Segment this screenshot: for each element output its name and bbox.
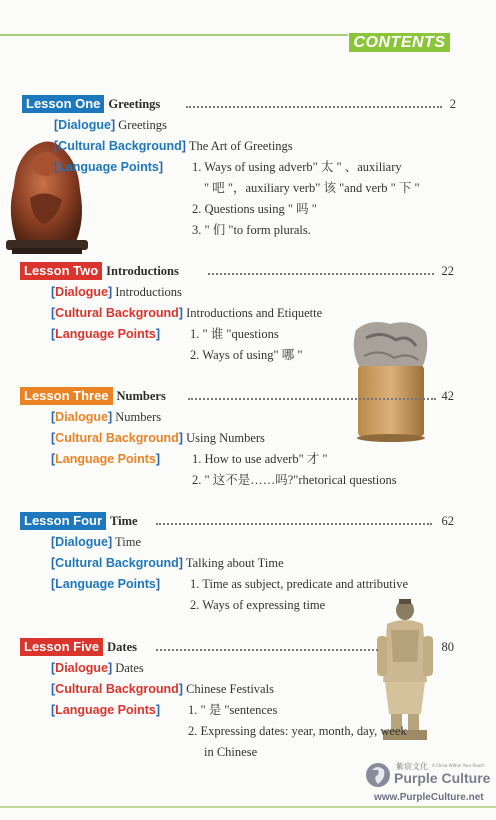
lesson-title: Introductions [106, 263, 179, 278]
dialogue-row: [Dialogue] Introductions [51, 285, 182, 299]
language-label: Language Points [55, 703, 156, 717]
dialogue-label: Dialogue [58, 118, 111, 132]
dialogue-title: Greetings [118, 118, 167, 132]
terracotta-warrior-image [373, 596, 437, 742]
header-rule [0, 34, 348, 36]
language-point: 1. " 谁 "questions [190, 327, 279, 341]
watermark-url: www.PurpleCulture.net [374, 792, 484, 803]
language-label: Language Points [55, 577, 156, 591]
lesson-badge: Lesson Two [20, 262, 102, 280]
cultural-row: [Cultural Background] Talking about Time [51, 556, 284, 570]
cultural-title: Talking about Time [185, 556, 284, 570]
language-point: 1. " 是 "sentences [188, 703, 278, 717]
cultural-title: Introductions and Etiquette [186, 306, 323, 320]
cultural-title: Using Numbers [186, 431, 265, 445]
dialogue-label: Dialogue [55, 661, 108, 675]
lesson-title: Greetings [108, 96, 161, 111]
dialogue-title: Introductions [115, 285, 182, 299]
dialogue-label: Dialogue [55, 535, 108, 549]
cultural-title: The Art of Greetings [188, 139, 293, 153]
language-point: 2. Questions using " 吗 " [192, 202, 317, 216]
cultural-row: [Cultural Background] The Art of Greetings [54, 139, 293, 153]
dot-leader [188, 398, 436, 400]
dot-leader [156, 523, 432, 525]
page-number: 2 [449, 97, 456, 111]
cultural-row: [Cultural Background] Introductions and Etiquette [51, 306, 323, 320]
language-row: [Language Points] [54, 160, 164, 174]
cultural-title: Chinese Festivals [186, 682, 274, 696]
page-number: 80 [441, 640, 454, 654]
lesson-header[interactable] [22, 95, 160, 113]
watermark-name: Purple Culture [394, 770, 491, 786]
language-point: 3. " 们 "to form plurals. [192, 223, 311, 237]
dialogue-title: Dates [115, 661, 144, 675]
language-row: [Language Points] [51, 327, 161, 341]
lesson-badge: Lesson Three [20, 387, 113, 405]
dialogue-title: Time [115, 535, 141, 549]
lesson-title: Time [110, 513, 138, 528]
language-point: 2. " 这不是……吗?"rhetorical questions [192, 473, 397, 487]
language-point: 1. How to use adverb" 才 " [192, 452, 328, 466]
dialogue-label: Dialogue [55, 285, 108, 299]
lesson-badge: Lesson One [22, 95, 104, 113]
language-label: Language Points [55, 327, 156, 341]
language-row: [Language Points] [51, 577, 161, 591]
page-number: 42 [441, 389, 454, 403]
lesson-header[interactable] [20, 387, 166, 405]
dialogue-row: [Dialogue] Dates [51, 661, 144, 675]
language-row: [Language Points] [51, 703, 161, 717]
purple-culture-logo-icon [364, 760, 392, 790]
watermark-tagline: A China Within Your Reach [432, 763, 485, 768]
dot-leader [156, 649, 378, 651]
language-point: 1. Time as subject, predicate and attributive [190, 577, 409, 591]
cultural-label: Cultural Background [55, 431, 179, 445]
cultural-row: [Cultural Background] Using Numbers [51, 431, 265, 445]
dot-leader [186, 106, 442, 108]
lesson-title: Dates [107, 639, 137, 654]
lesson-header[interactable] [20, 262, 179, 280]
purple-culture-watermark [364, 758, 492, 804]
language-row: [Language Points] [51, 452, 161, 466]
lesson-badge: Lesson Five [20, 638, 103, 656]
cultural-label: Cultural Background [55, 556, 179, 570]
language-point: in Chinese [204, 745, 258, 759]
page-number: 22 [441, 264, 454, 278]
cultural-label: Cultural Background [55, 306, 179, 320]
language-point: 1. Ways of using adverb" 太 " 、auxiliary [192, 160, 402, 174]
language-label: Language Points [58, 160, 159, 174]
dialogue-row: [Dialogue] Greetings [54, 118, 167, 132]
dialogue-label: Dialogue [55, 410, 108, 424]
cultural-label: Cultural Background [55, 682, 179, 696]
language-point: 2. Expressing dates: year, month, day, week [188, 724, 407, 738]
page-number: 62 [441, 514, 454, 528]
stone-seal-image [346, 316, 432, 444]
footer-rule [0, 806, 496, 808]
language-point: 2. Ways of using" 哪 " [190, 348, 303, 362]
contents-heading: CONTENTS [349, 33, 450, 52]
language-label: Language Points [55, 452, 156, 466]
dialogue-row: [Dialogue] Time [51, 535, 141, 549]
lesson-title: Numbers [116, 388, 166, 403]
language-point: 2. Ways of expressing time [190, 598, 326, 612]
lesson-badge: Lesson Four [20, 512, 106, 530]
lesson-header[interactable] [20, 512, 138, 530]
cultural-row: [Cultural Background] Chinese Festivals [51, 682, 274, 696]
dialogue-row: [Dialogue] Numbers [51, 410, 162, 424]
dot-leader [208, 273, 434, 275]
language-point: " 吧 "，auxiliary verb" 该 "and verb " 下 " [204, 181, 420, 195]
dialogue-title: Numbers [115, 410, 162, 424]
lesson-header[interactable] [20, 638, 137, 656]
watermark-chinese: 紫宸文化 [396, 762, 428, 771]
cultural-label: Cultural Background [58, 139, 182, 153]
